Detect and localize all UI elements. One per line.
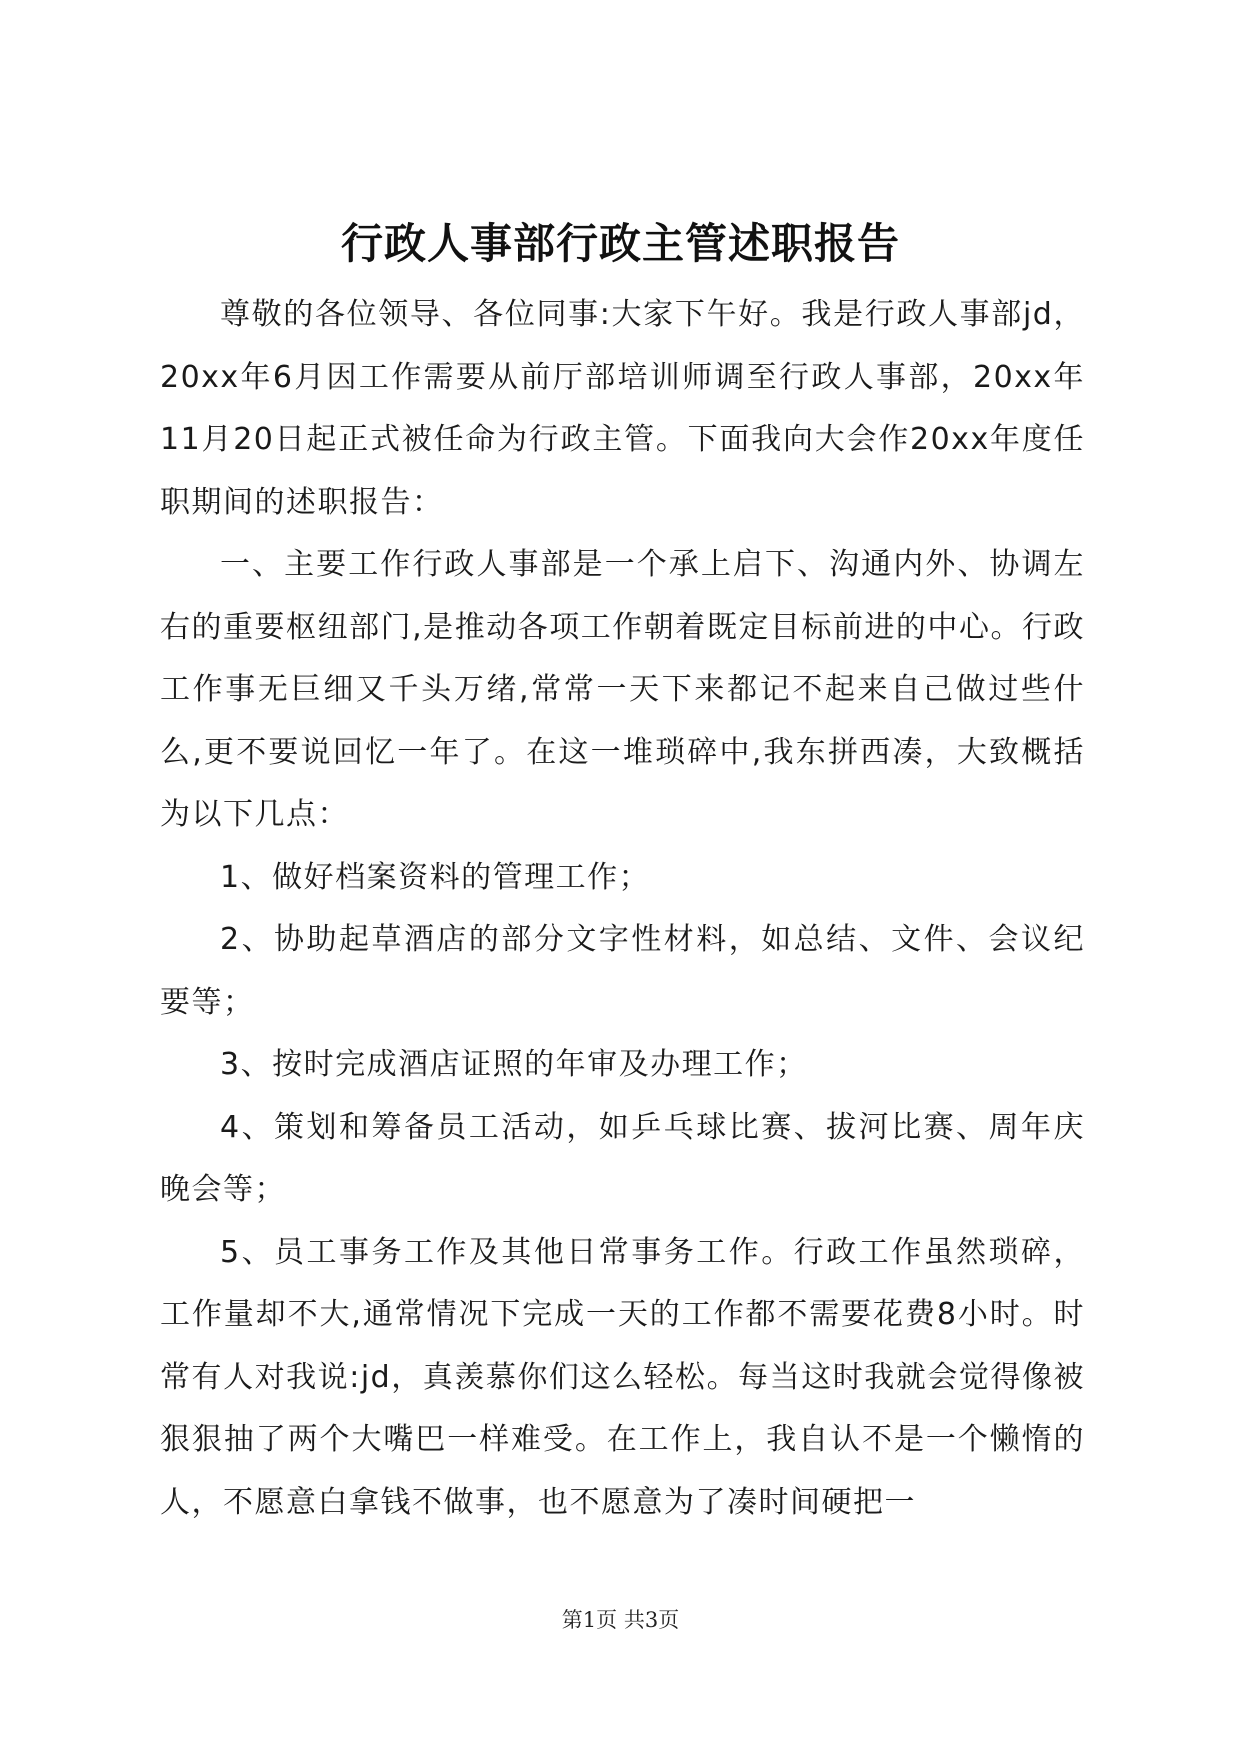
document-body xyxy=(160,284,1085,1534)
paragraph-greeting: 尊敬的各位领导、各位同事:大家下午好。我是行政人事部jd，20xx年6月因工作需要从前厅部培训师调至行政人事部，20xx年11月20日起正式被任命为行政主管。下面我向大会作20xx年度任职期间的述职报告： xyxy=(160,297,1085,520)
list-item-4: 4、策划和筹备员工活动，如乒乓球比赛、拔河比赛、周年庆晚会等； xyxy=(160,1109,1085,1207)
list-item-1: 1、做好档案资料的管理工作； xyxy=(220,859,651,895)
list-item-5: 5、员工事务工作及其他日常事务工作。行政工作虽然琐碎，工作量却不大,通常情况下完成一天的工作都不需要花费8小时。时常有人对我说:jd，真羡慕你们这么轻松。每当这时我就会觉得像被狠狠抽了两个大嘴巴一样难受。在工作上，我自认不是一个懒惰的人，不愿意白拿钱不做事，也不愿意为了凑时间硬把一 xyxy=(160,1234,1085,1520)
list-item-2: 2、协助起草酒店的部分文字性材料，如总结、文件、会议纪要等； xyxy=(160,922,1085,1020)
list-item-3: 3、按时完成酒店证照的年审及办理工作； xyxy=(220,1047,808,1082)
page-footer: 第1页 共3页 xyxy=(561,1608,680,1632)
document-title: 行政人事部行政主管述职报告 xyxy=(340,219,900,268)
paragraph-main-work: 一、主要工作行政人事部是一个承上启下、沟通内外、协调左右的重要枢纽部门,是推动各项工作朝着既定目标前进的中心。行政工作事无巨细又千头万绪,常常一天下来都记不起来自己做过些什么,更不要说回忆一年了。在这一堆琐碎中,我东拼西凑，大致概括为以下几点： xyxy=(160,547,1085,832)
